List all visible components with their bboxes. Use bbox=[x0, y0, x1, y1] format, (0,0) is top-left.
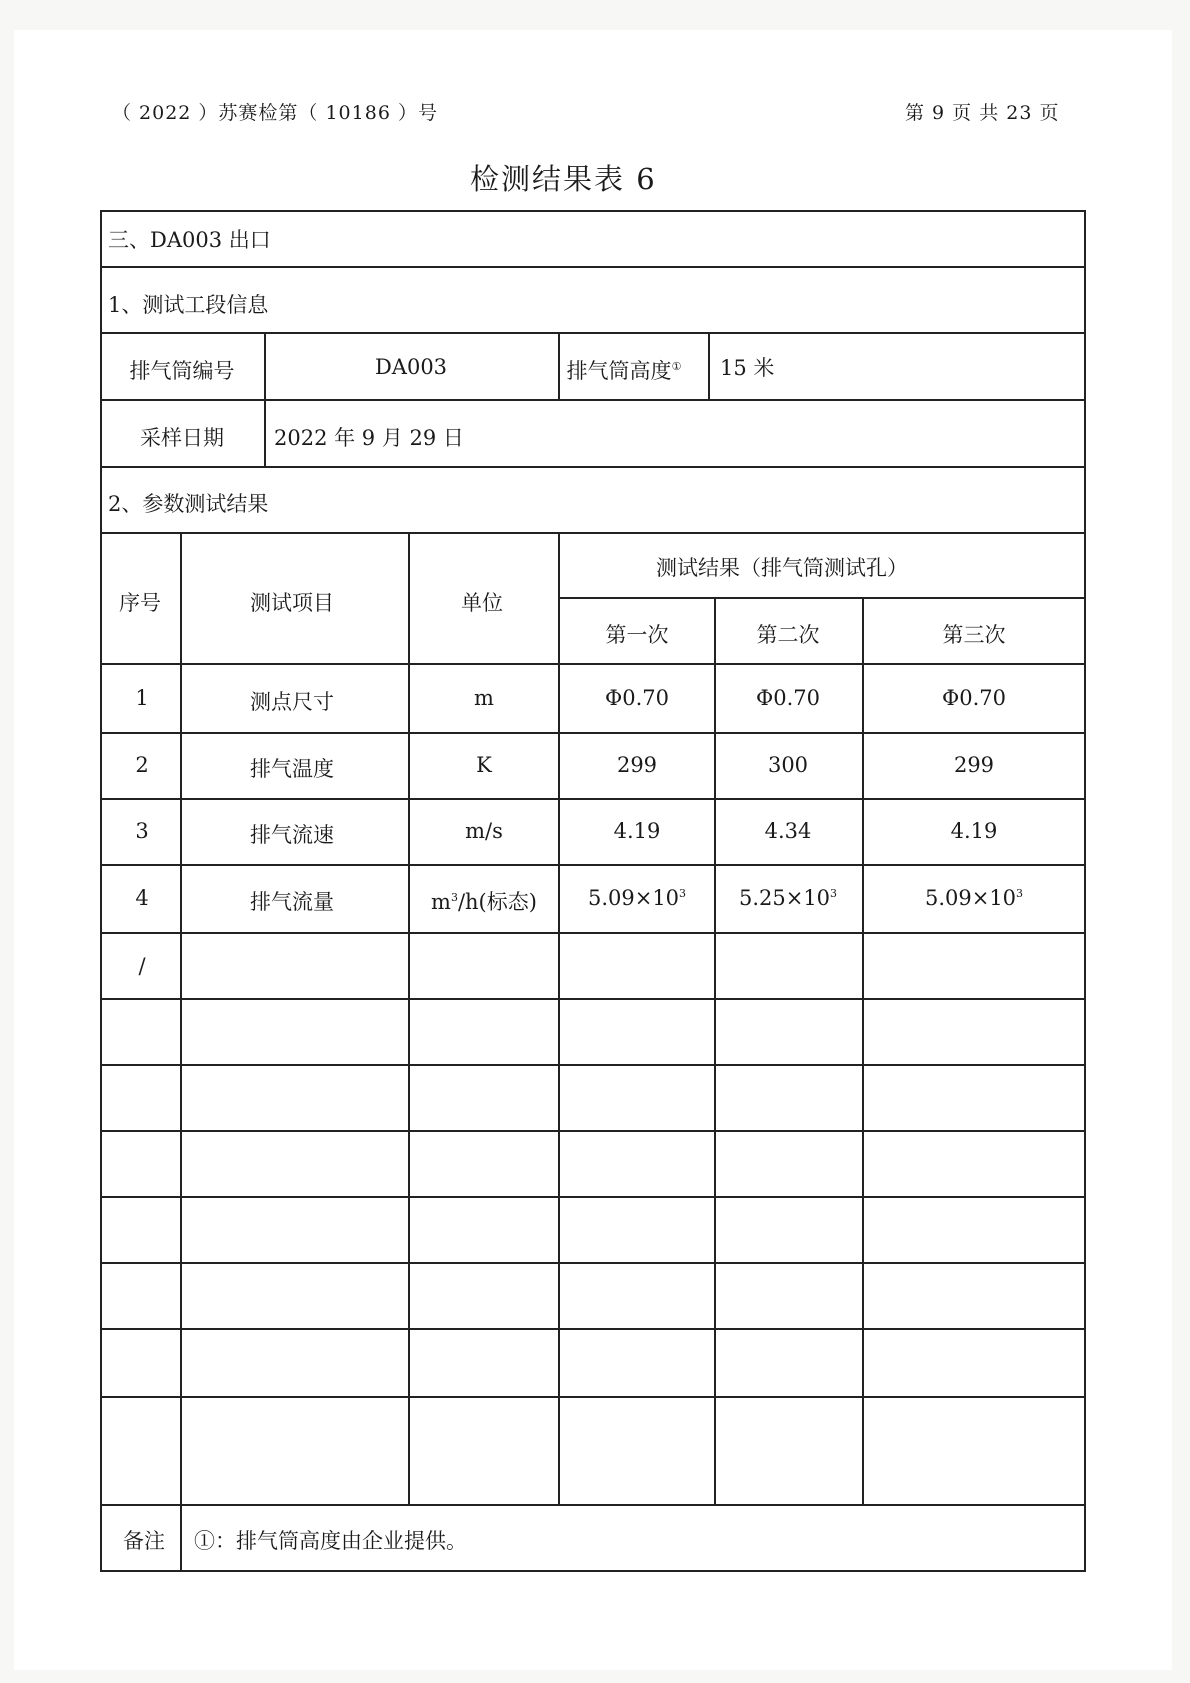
col-unit: 单位 bbox=[461, 591, 503, 615]
stack-height-label: 排气筒高度① bbox=[566, 359, 682, 383]
sampling-date-label: 采样日期 bbox=[140, 426, 224, 450]
remarks-text: ①：排气筒高度由企业提供。 bbox=[194, 1529, 467, 1553]
stack-id-label: 排气筒编号 bbox=[129, 359, 235, 383]
remarks-label: 备注 bbox=[123, 1529, 165, 1553]
row-1-run-1: Φ0.70 bbox=[605, 686, 669, 710]
info-heading: 1、测试工段信息 bbox=[108, 293, 269, 317]
row-4-unit: $m^3/h$(标态) bbox=[431, 890, 537, 914]
row-3-run-1: 4.19 bbox=[613, 819, 661, 843]
results-heading: 2、参数测试结果 bbox=[108, 492, 269, 516]
stack-height-value: 15 米 bbox=[720, 356, 775, 380]
row-4-run-2: $5.25\times 10^3$ bbox=[738, 886, 838, 910]
row-2-run-3: 299 bbox=[953, 753, 995, 777]
stack-id-value: DA003 bbox=[374, 355, 448, 379]
row-1-run-3: Φ0.70 bbox=[942, 686, 1006, 710]
row-1-unit: m bbox=[474, 686, 494, 710]
row-4-run-3: $5.09\times 10^3$ bbox=[924, 886, 1024, 910]
run-1-header: 第一次 bbox=[605, 623, 669, 647]
row-1-seq: 1 bbox=[135, 686, 149, 710]
row-3-run-2: 4.34 bbox=[764, 819, 812, 843]
col-item: 测试项目 bbox=[250, 591, 334, 615]
row-2-unit: K bbox=[476, 753, 492, 777]
result-table bbox=[100, 210, 1086, 1572]
document-title: 检测结果表 6 bbox=[470, 162, 657, 196]
outlet-heading: 三、DA003 出口 bbox=[108, 228, 271, 252]
col-results: 测试结果（排气筒测试孔） bbox=[656, 556, 908, 580]
row-4-seq: 4 bbox=[135, 886, 149, 910]
run-2-header: 第二次 bbox=[756, 623, 820, 647]
row-3-unit: m/s bbox=[465, 819, 503, 843]
row-4-item: 排气流量 bbox=[250, 890, 334, 914]
row-2-seq: 2 bbox=[135, 753, 149, 777]
row-3-run-3: 4.19 bbox=[950, 819, 998, 843]
report-number: （ 2022 ）苏赛检第（ 10186 ）号 bbox=[112, 102, 438, 124]
col-seq: 序号 bbox=[119, 591, 161, 615]
row-3-item: 排气流速 bbox=[250, 823, 334, 847]
sampling-date-value: 2022 年 9 月 29 日 bbox=[274, 426, 464, 450]
row-1-run-2: Φ0.70 bbox=[756, 686, 820, 710]
row-4-run-1: $5.09\times 10^3$ bbox=[587, 886, 687, 910]
row-2-run-1: 299 bbox=[616, 753, 658, 777]
run-3-header: 第三次 bbox=[942, 623, 1006, 647]
empty-row-mark: / bbox=[138, 954, 146, 978]
row-1-item: 测点尺寸 bbox=[250, 690, 334, 714]
page-info: 第 9 页 共 23 页 bbox=[905, 102, 1060, 124]
row-2-run-2: 300 bbox=[767, 753, 809, 777]
row-3-seq: 3 bbox=[135, 819, 149, 843]
row-2-item: 排气温度 bbox=[250, 757, 334, 781]
